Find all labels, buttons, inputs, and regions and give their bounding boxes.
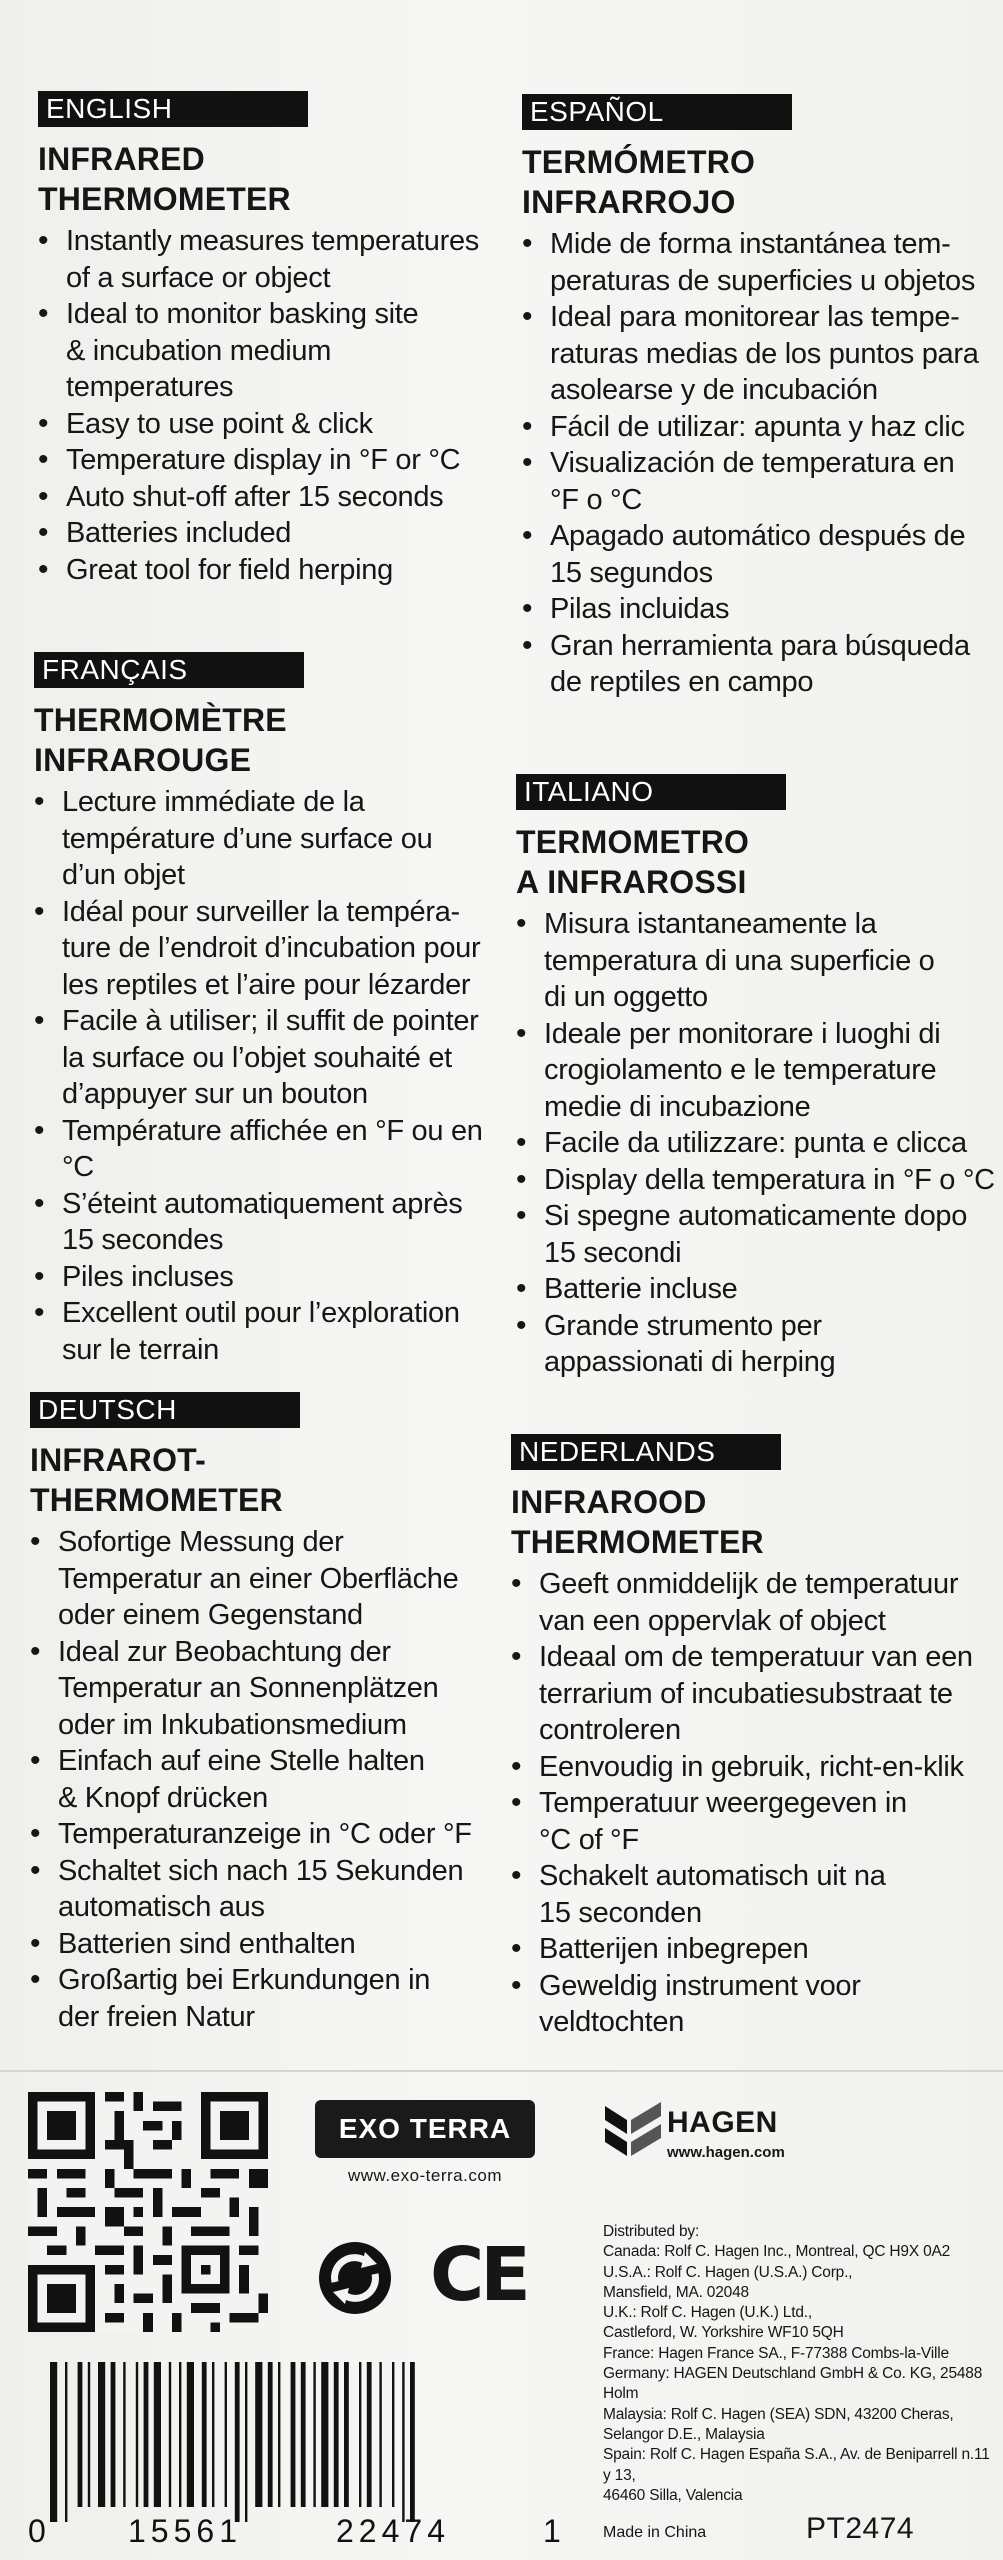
list-item: • Excellent outil pour l’exploration xyxy=(34,1295,504,1332)
barcode-digit-check: 1 xyxy=(543,2513,561,2547)
list-item: terrarium of incubatiesubstraat te xyxy=(539,1677,953,1710)
list-item: • Gran herramienta para búsqueda xyxy=(522,628,992,665)
barcode-bar xyxy=(235,2362,240,2522)
list-item: température d’une surface ou xyxy=(62,822,433,855)
barcode-bar xyxy=(154,2362,161,2507)
list-item: • Piles incluses xyxy=(34,1259,504,1296)
list-item: asolearse y de incubación xyxy=(550,374,878,406)
barcode-bar xyxy=(169,2362,171,2507)
barcode-bar xyxy=(313,2362,315,2507)
hagen-mark-icon xyxy=(605,2100,663,2162)
barcode-bar xyxy=(321,2362,328,2507)
list-item: • Temperaturanzeige in °C oder °F xyxy=(30,1816,500,1853)
exo-terra-url: www.exo-terra.com xyxy=(348,2166,502,2185)
list-item: • Batterijen inbegrepen xyxy=(511,1931,997,1968)
hagen-name: HAGEN xyxy=(667,2106,778,2139)
qr-code-icon xyxy=(28,2092,268,2332)
list-item: • Schaltet sich nach 15 Sekunden xyxy=(30,1853,500,1890)
list-item: veldtochten xyxy=(539,2006,685,2038)
list-item: d’un objet xyxy=(62,859,185,891)
lang-tag-deutsch: DEUTSCH xyxy=(30,1392,300,1428)
bullet-list-nederlands xyxy=(511,1566,997,2041)
list-item: • Sofortige Messung der xyxy=(30,1524,500,1561)
list-item: • S’éteint automatiquement après xyxy=(34,1186,504,1223)
barcode-bar xyxy=(301,2362,306,2507)
barcode-bar xyxy=(50,2362,57,2522)
bullet-list-espanol xyxy=(522,226,992,701)
list-item: °C of °F xyxy=(539,1823,639,1856)
list-item: • Geeft onmiddelijk de temperatuur xyxy=(511,1566,997,1603)
list-item: les reptiles et l’aire pour lézarder xyxy=(62,968,471,1001)
barcode-bar xyxy=(78,2362,83,2507)
list-item: Temperatur an Sonnenplätzen xyxy=(58,1672,439,1704)
barcode-bar xyxy=(278,2362,280,2507)
list-item: d’appuyer sur un bouton xyxy=(62,1078,368,1110)
list-item: Temperatur an einer Oberfläche xyxy=(58,1562,459,1595)
list-item: • Misura istantaneamente la xyxy=(516,906,996,943)
list-item: • Visualización de temperatura en xyxy=(522,445,992,482)
barcode-digits-right: 22474 xyxy=(336,2513,450,2547)
list-item: • Great tool for field herping xyxy=(38,552,498,589)
section-english xyxy=(38,91,498,588)
barcode-bar xyxy=(65,2362,67,2522)
list-item: • Température affichée en °F ou en °C xyxy=(34,1113,504,1186)
list-item: oder einem Gegenstand xyxy=(58,1599,363,1631)
list-item: • Fácil de utilizar: apunta y haz clic xyxy=(522,409,992,446)
list-item: 15 segundos xyxy=(550,556,713,589)
made-in-label: Made in China xyxy=(603,2524,707,2541)
list-item: temperatura di una superficie o xyxy=(544,944,935,977)
bullet-list-francais xyxy=(34,784,504,1368)
barcode-bar xyxy=(88,2362,90,2507)
list-item: • Ideale per monitorare i luoghi di xyxy=(516,1016,996,1053)
barcode-bar xyxy=(367,2362,372,2507)
list-item: • Apagado automático después de xyxy=(522,518,992,555)
title-francais: THERMOMÈTRE INFRAROUGE xyxy=(34,702,287,778)
barcode-bar xyxy=(187,2362,194,2507)
section-italiano xyxy=(516,774,996,1381)
list-item: temperatures xyxy=(66,371,234,403)
barcode-bar xyxy=(225,2362,227,2507)
list-item: • Ideal para monitorear las tempe- xyxy=(522,299,992,336)
title-english: INFRARED THERMOMETER xyxy=(38,141,291,217)
lang-tag-english: ENGLISH xyxy=(38,91,308,127)
list-item: • Ideal zur Beobachtung der xyxy=(30,1634,500,1671)
barcode-bar xyxy=(212,2362,214,2507)
list-item: & incubation medium xyxy=(66,334,332,367)
section-deutsch xyxy=(30,1392,500,2035)
list-item: appassionati di herping xyxy=(544,1346,836,1378)
list-item: peraturas de superficies u objetos xyxy=(550,264,976,297)
list-item: • Auto shut-off after 15 seconds xyxy=(38,479,498,516)
list-item: 15 secondes xyxy=(62,1224,224,1256)
bullet-list-italiano xyxy=(516,906,996,1381)
recycle-icon xyxy=(315,2238,395,2318)
list-item: • Einfach auf eine Stelle halten xyxy=(30,1743,500,1780)
section-nederlands xyxy=(511,1434,997,2041)
list-item: la surface ou l’objet souhaité et xyxy=(62,1041,452,1074)
barcode-bar xyxy=(402,2362,404,2522)
list-item: • Batterie incluse xyxy=(516,1271,996,1308)
title-espanol: TERMÓMETRO INFRARROJO xyxy=(522,144,756,220)
barcode-bar xyxy=(334,2362,339,2507)
list-item: • Mide de forma instantánea tem- xyxy=(522,226,992,263)
list-item: • Grande strumento per xyxy=(516,1308,996,1345)
bullet-list-english xyxy=(38,223,498,588)
barcode-bar xyxy=(179,2362,181,2507)
barcode-bar xyxy=(245,2362,247,2522)
title-deutsch: INFRAROT- THERMOMETER xyxy=(30,1442,283,1518)
barcode-digits-left: 15561 xyxy=(128,2513,242,2547)
list-item: • Batteries included xyxy=(38,515,498,552)
list-item: 15 secondi xyxy=(544,1236,682,1269)
list-item: di un oggetto xyxy=(544,981,708,1013)
barcode-bar xyxy=(410,2362,415,2522)
lang-tag-francais: FRANÇAIS xyxy=(34,652,304,688)
list-item: automatisch aus xyxy=(58,1891,265,1923)
hagen-logo xyxy=(605,2100,805,2170)
section-espanol xyxy=(522,94,992,701)
list-item: sur le terrain xyxy=(62,1333,219,1366)
list-item: • Pilas incluidas xyxy=(522,591,992,628)
list-item: • Großartig bei Erkundungen in xyxy=(30,1962,500,1999)
product-code: PT2474 xyxy=(806,2512,915,2545)
list-item: crogiolamento e le temperature xyxy=(544,1054,937,1086)
list-item: • Temperature display in °F or °C xyxy=(38,442,498,479)
list-item: °F o °C xyxy=(550,483,642,516)
list-item: • Eenvoudig in gebruik, richt-en-klik xyxy=(511,1749,997,1786)
barcode-bar xyxy=(136,2362,138,2507)
list-item: 15 seconden xyxy=(539,1896,702,1929)
list-item: • Facile da utilizzare: punta e clicca xyxy=(516,1125,996,1162)
lang-tag-espanol: ESPAÑOL xyxy=(522,94,792,130)
barcode-bar xyxy=(111,2362,116,2507)
barcode-bar xyxy=(291,2362,296,2507)
barcode-bar xyxy=(392,2362,394,2507)
list-item: • Temperatuur weergegeven in xyxy=(511,1785,997,1822)
list-item: & Knopf drücken xyxy=(58,1781,268,1814)
distribution-info: Distributed by: Canada: Rolf C. Hagen Inc., Montreal, QC H9X 0A2 U.S.A.: Rolf C. Hagen (U.S.A.) Corp., Mansfield, MA. 02048 U.K.: Rolf C. Hagen (U.K.) Ltd., Castleford, W. Yorkshire WF10 5QH France: Hagen France SA., F-77388 Combs-la-Ville Germany: HAGEN Deutschland GmbH & Co. KG, 25488 Holm Malaysia: Rolf C. Hagen (SEA) SDN, 43200 Cheras, Selangor D.E., Malaysia Spain: Rolf C. Hagen España S.A., Av. de Beniparrell n.11 y 13, 46460 Silla, Valencia xyxy=(603,2223,990,2504)
list-item: • Geweldig instrument voor xyxy=(511,1968,997,2005)
barcode-bar xyxy=(144,2362,149,2507)
list-item: der freien Natur xyxy=(58,2000,255,2033)
barcode xyxy=(28,2362,568,2547)
bullet-list-deutsch xyxy=(30,1524,500,2035)
list-item: • Lecture immédiate de la xyxy=(34,784,504,821)
lang-tag-italiano: ITALIANO xyxy=(516,774,786,810)
barcode-bar xyxy=(359,2362,361,2507)
divider xyxy=(0,2070,1003,2072)
exo-terra-logo xyxy=(315,2100,535,2190)
barcode-bar xyxy=(98,2362,105,2507)
list-item: of a surface or object xyxy=(66,261,331,294)
list-item: medie di incubazione xyxy=(544,1090,811,1123)
barcode-digit-lead: 0 xyxy=(28,2513,46,2547)
list-item: • Facile à utiliser; il suffit de pointer xyxy=(34,1003,504,1040)
list-item: raturas medias de los puntos para xyxy=(550,337,979,370)
barcode-bar xyxy=(123,2362,125,2507)
list-item: • Ideaal om de temperatuur van een xyxy=(511,1639,997,1676)
list-item: controleren xyxy=(539,1714,681,1746)
hagen-url: www.hagen.com xyxy=(667,2144,785,2161)
title-italiano: TERMOMETRO A INFRAROSSI xyxy=(516,824,750,900)
list-item: • Display della temperatura in °F o °C xyxy=(516,1162,996,1199)
list-item: oder im Inkubationsmedium xyxy=(58,1708,407,1741)
list-item: • Schakelt automatisch uit na xyxy=(511,1858,997,1895)
list-item: van een oppervlak of object xyxy=(539,1604,886,1637)
section-francais xyxy=(34,652,504,1368)
list-item: • Batterien sind enthalten xyxy=(30,1926,500,1963)
barcode-bar xyxy=(344,2362,349,2507)
ce-mark-icon: CE xyxy=(430,2232,527,2318)
title-nederlands: INFRAROOD THERMOMETER xyxy=(511,1484,764,1560)
list-item: de reptiles en campo xyxy=(550,666,814,698)
barcode-bar xyxy=(379,2362,381,2507)
exo-terra-badge: EXO TERRA xyxy=(315,2100,535,2158)
barcode-bar xyxy=(202,2362,207,2507)
list-item: • Easy to use point & click xyxy=(38,406,498,443)
list-item: ture de l’endroit d’incubation pour xyxy=(62,932,481,964)
list-item: • Si spegne automaticamente dopo xyxy=(516,1198,996,1235)
list-item: • Instantly measures temperatures xyxy=(38,223,498,260)
list-item: • Idéal pour surveiller la tempéra- xyxy=(34,894,504,931)
barcode-bar xyxy=(255,2362,262,2507)
barcode-bar xyxy=(268,2362,273,2507)
lang-tag-nederlands: NEDERLANDS xyxy=(511,1434,781,1470)
list-item: • Ideal to monitor basking site xyxy=(38,296,498,333)
